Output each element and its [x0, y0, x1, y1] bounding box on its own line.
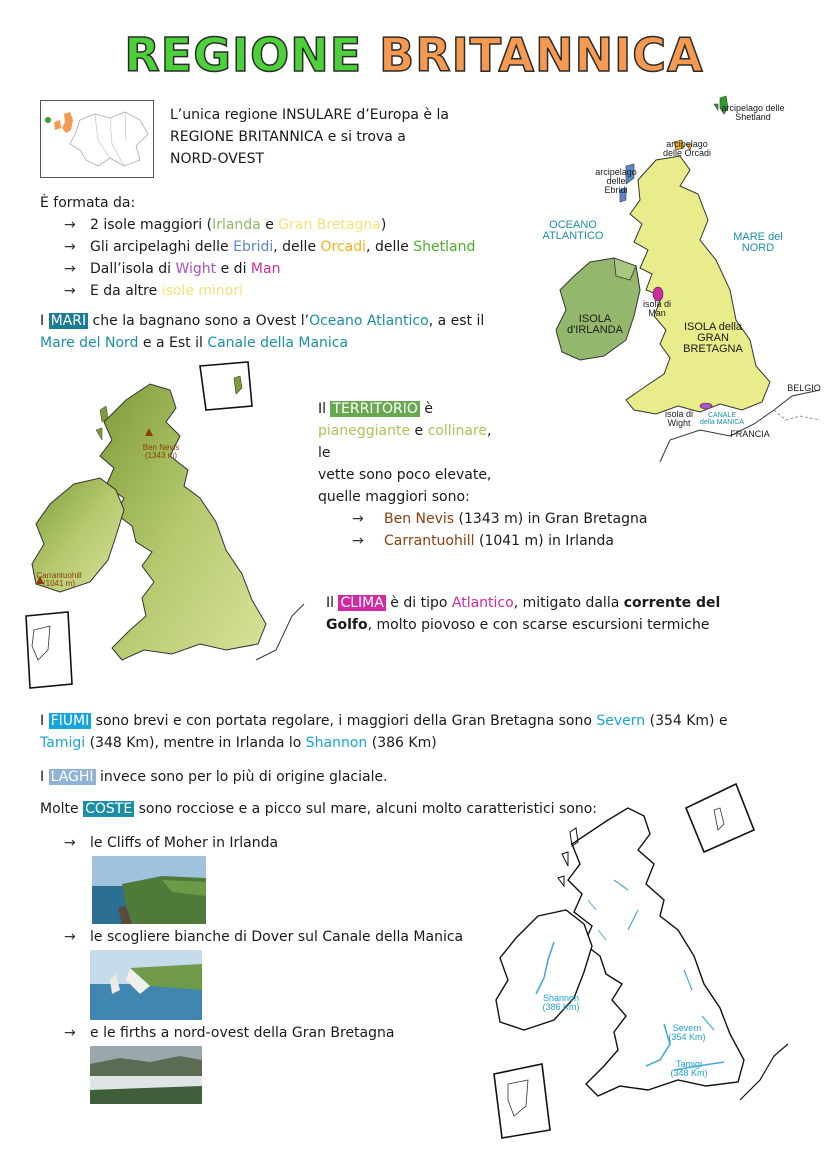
label-north-sea: MARE del NORD: [733, 231, 783, 254]
europe-locator-map: [40, 100, 154, 178]
relief-map: [20, 360, 310, 690]
arrow-icon: →: [64, 239, 76, 255]
list-item: → le scogliere bianche di Dover sul Canale della Manica: [64, 926, 463, 948]
arrow-icon: →: [352, 533, 364, 549]
list-item: → Dall’isola di Wight e di Man: [64, 258, 475, 280]
list-item: → Carrantuohill (1041 m) in Irlanda: [352, 530, 647, 552]
seas-section: I MARI che la bagnano sono a Ovest l’Oceano Atlantico, a est il Mare del Nord e a Est il Canale della Manica: [40, 313, 485, 351]
peaks-list: [352, 508, 647, 552]
label-shannon: Shannon (386 Km): [542, 993, 580, 1012]
list-item: → Gli arcipelaghi delle Ebridi, delle Orcadi, delle Shetland: [64, 236, 475, 258]
list-item: → e le firths a nord-ovest della Gran Bretagna: [64, 1022, 394, 1044]
clima-tag: CLIMA: [340, 595, 384, 611]
list-item: → 2 isole maggiori (Irlanda e Gran Bretagna): [64, 214, 475, 236]
arrow-icon: →: [64, 283, 76, 299]
label-ebridi: arcipelago delle Ebridi: [595, 167, 637, 195]
rivers-map: [488, 780, 808, 1140]
arrow-icon: →: [64, 261, 76, 277]
arrow-icon: →: [352, 511, 364, 527]
label-belgio: BELGIO: [787, 383, 821, 393]
arrow-icon: →: [64, 1025, 76, 1041]
composition-heading: È formata da:: [40, 195, 136, 211]
arrow-icon: →: [64, 835, 76, 851]
cliffs-of-moher-photo: [92, 856, 206, 924]
label-ben-nevis: Ben Nevis (1343 m): [142, 443, 180, 460]
arrow-icon: →: [64, 217, 76, 233]
composition-section: [40, 192, 475, 302]
rivers-section: I FIUMI sono brevi e con portata regolare, i maggiori della Gran Bretagna sono Severn (354 Km) e Tamigi (348 Km), mentre in Irlanda lo Shannon (386 Km): [40, 713, 728, 751]
dover-cliffs-photo: [90, 950, 202, 1020]
label-gb: ISOLA della GRAN BRETAGNA: [683, 321, 743, 355]
lakes-section: I LAGHI invece sono per lo più di origine glaciale.: [40, 769, 388, 785]
coasts-section: Molte COSTE sono rocciose e a picco sul mare, alcuni molto caratteristici sono:: [40, 801, 597, 817]
composition-list: [64, 214, 475, 302]
coste-tag: COSTE: [85, 801, 133, 817]
label-wight: isola di Wight: [664, 409, 693, 428]
list-item: → E da altre isole minori: [64, 280, 475, 302]
label-canale: CANALE della MANICA: [700, 412, 744, 426]
label-severn: Severn (354 Km): [668, 1023, 706, 1042]
label-man: isola di Man: [642, 299, 671, 318]
label-orcadi: arcipelago delle Orcadi: [662, 139, 712, 158]
territory-section: Il TERRITORIO è pianeggiante e collinare, le vette sono poco elevate, quelle maggiori sono: → Ben Nevis (1343 m) in Gran Bretagna → Carrantuohill (1041 m) in Irlanda: [318, 398, 647, 552]
climate-section: Il CLIMA è di tipo Atlantico, mitigato dalla corrente del Golfo, molto piovoso e con scarse escursioni termiche: [326, 595, 721, 633]
laghi-tag: LAGHI: [50, 769, 94, 785]
arrow-icon: →: [64, 929, 76, 945]
label-carrantuohill: Carrantuohill (1041 m): [36, 571, 82, 588]
label-shetland: arcipelago delle Shetland: [721, 103, 785, 122]
page-title: REGIONE BRITANNICA: [124, 28, 704, 82]
label-ireland: ISOLA d'IRLANDA: [567, 313, 623, 336]
label-ocean: OCEANO ATLANTICO: [542, 219, 604, 242]
label-tamigi: Tamigi (348 Km): [670, 1059, 708, 1078]
intro-text: L’unica regione INSULARE d’Europa è la REGIONE BRITANNICA e si trova a NORD-OVEST: [170, 107, 449, 167]
list-item: → le Cliffs of Moher in Irlanda: [64, 832, 278, 854]
mari-tag: MARI: [50, 313, 87, 329]
territorio-tag: TERRITORIO: [332, 401, 418, 417]
firths-photo: [90, 1046, 202, 1104]
label-francia: FRANCIA: [730, 429, 770, 439]
fiumi-tag: FIUMI: [50, 713, 90, 729]
list-item: → Ben Nevis (1343 m) in Gran Bretagna: [352, 508, 647, 530]
